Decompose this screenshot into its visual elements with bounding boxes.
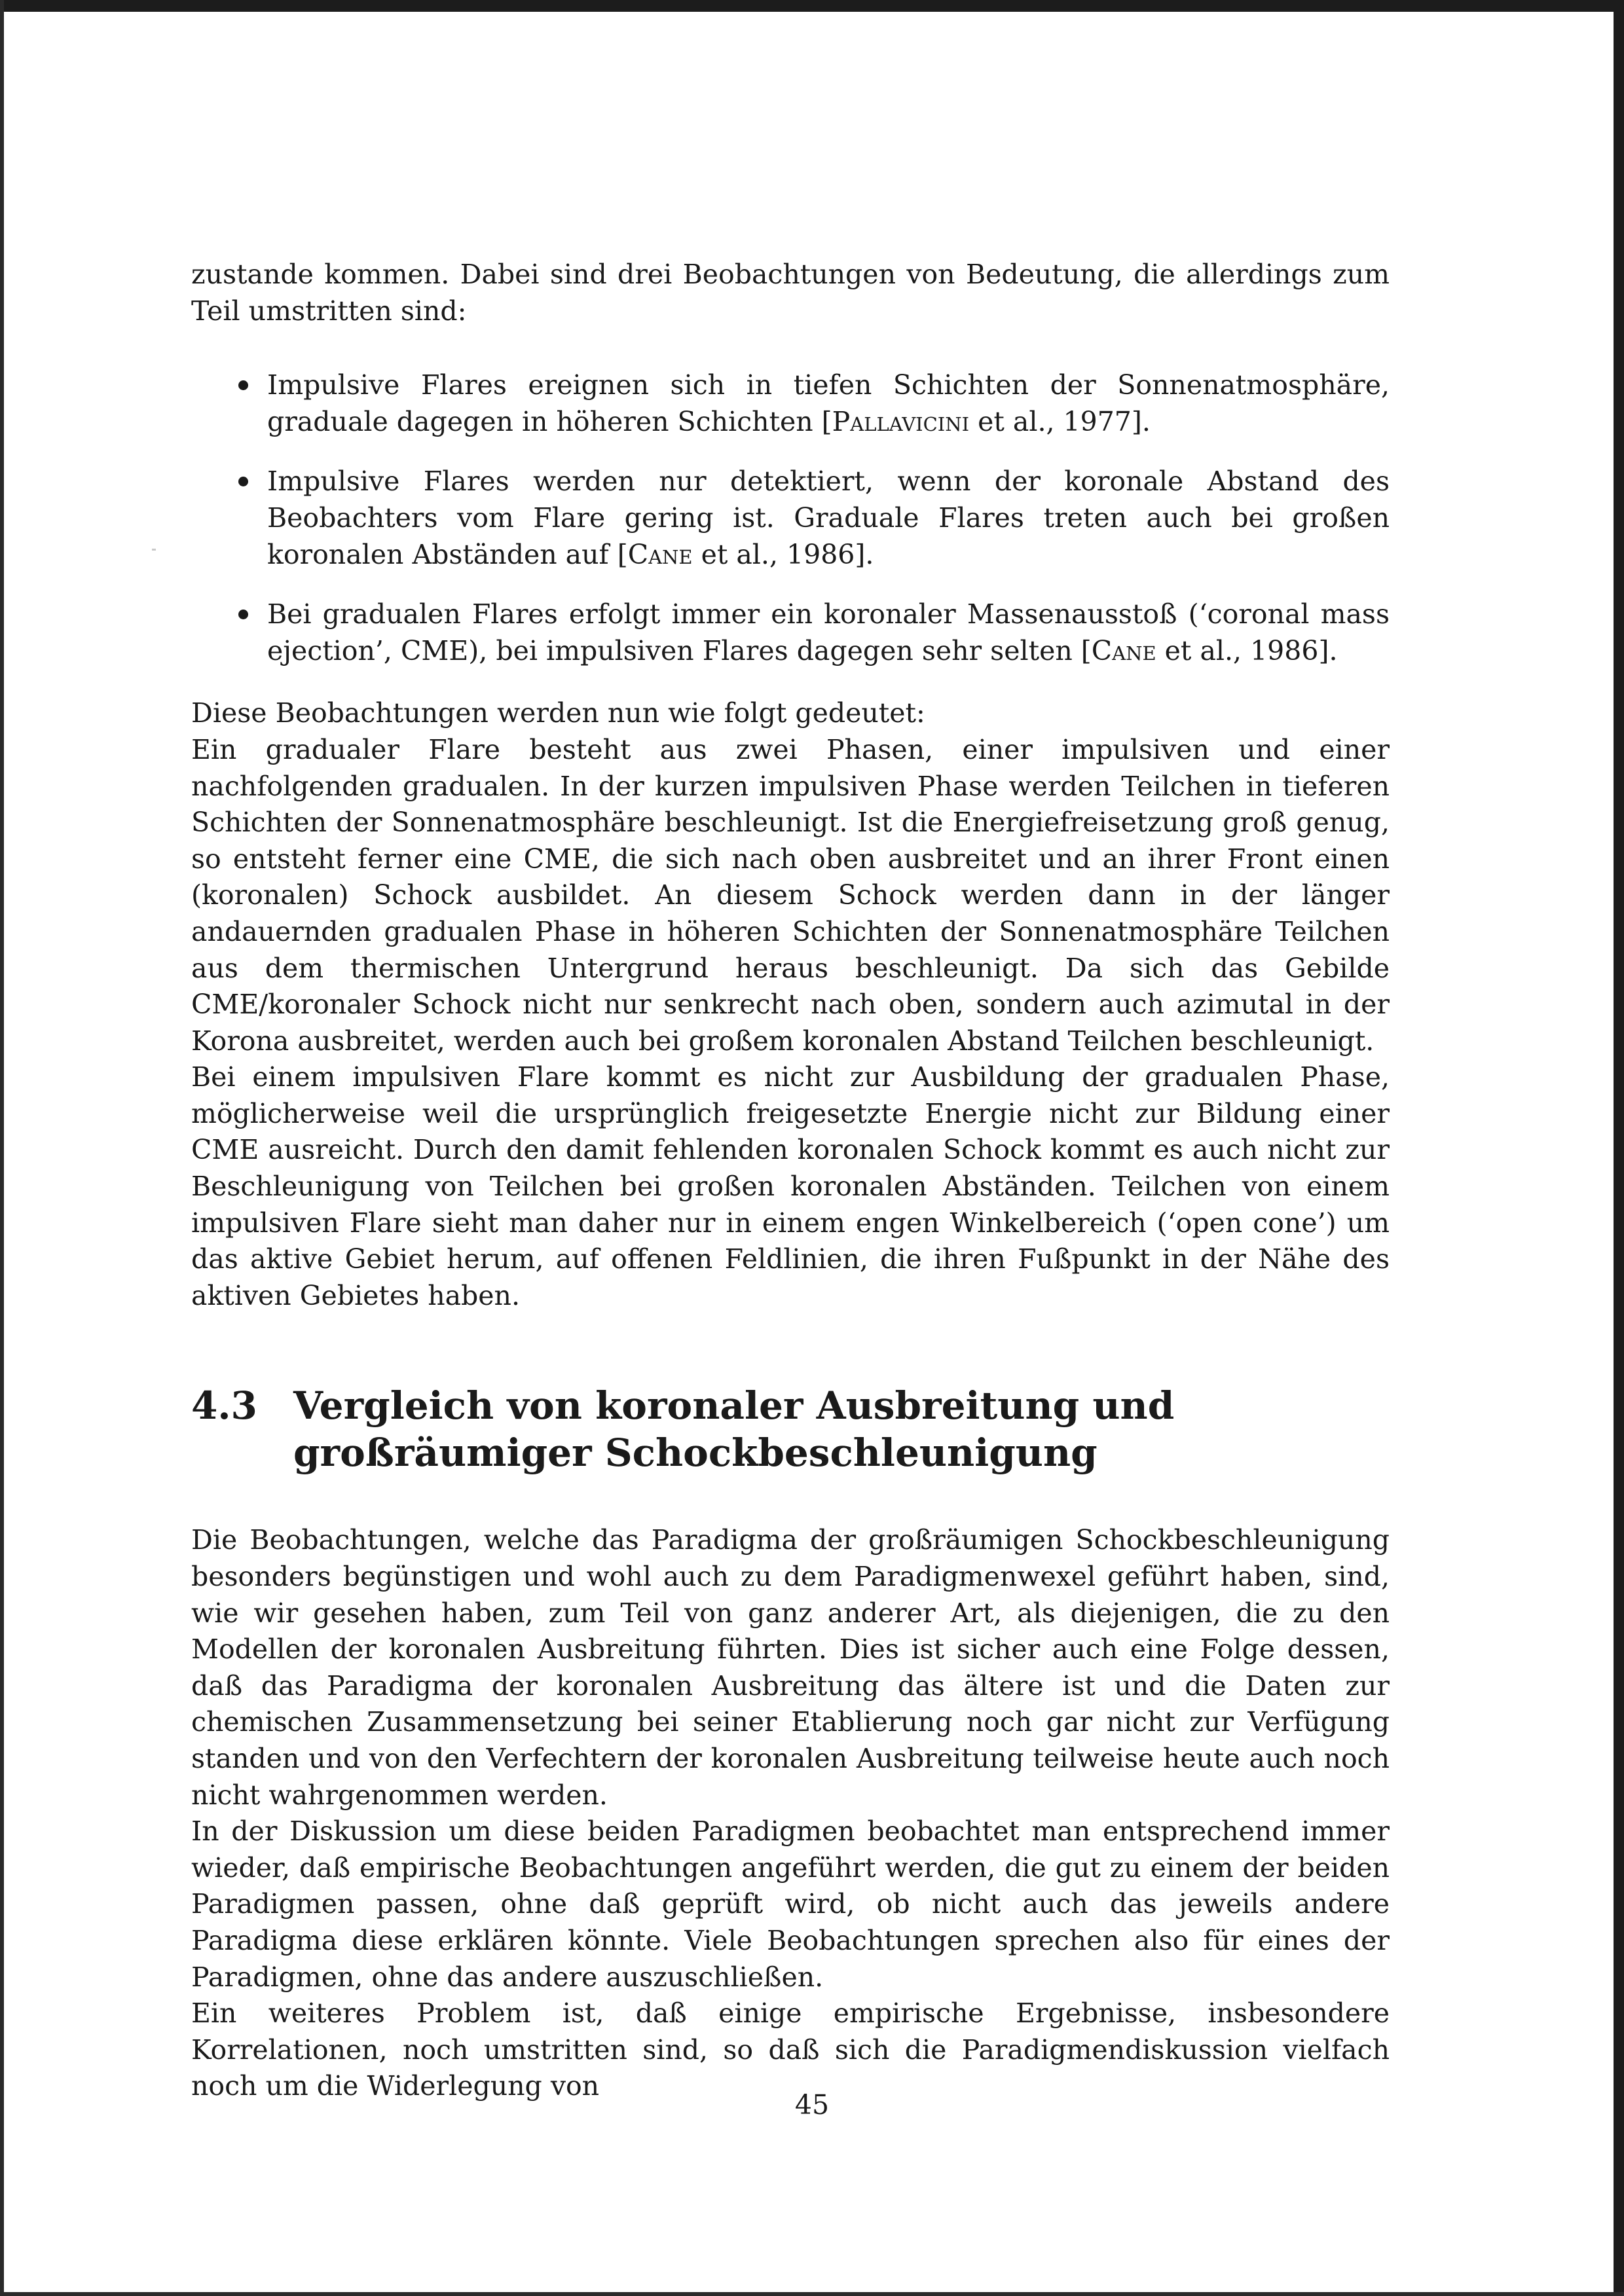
list-item (267, 596, 1390, 669)
citation-author: Cane (627, 538, 693, 570)
bullet-icon (238, 610, 248, 619)
list-item-text: Impulsive Flares ereignen sich in tiefen Schichten der Sonnenatmosphäre, graduale dagegen in höheren Schichten [ (267, 369, 1390, 437)
page-number: 45 (794, 2089, 830, 2121)
observation-list (191, 367, 1390, 669)
citation-year: et al., 1977]. (969, 405, 1151, 437)
list-item (267, 464, 1390, 573)
section-title: Vergleich von koronaler Ausbreitung und großräumiger Schockbeschleunigung (293, 1383, 1175, 1476)
list-item (267, 367, 1390, 440)
page-content (191, 257, 1390, 2105)
scan-border-right (1614, 0, 1624, 2296)
interpretation-lead: Diese Beobachtungen werden nun wie folgt gedeutet: (191, 697, 925, 729)
citation-year: et al., 1986]. (692, 538, 874, 570)
list-item-text: Impulsive Flares werden nur detektiert, wenn der koronale Abstand des Beobachters vom Flare gering ist. Graduale Flares treten auch bei großen koronalen Abständen auf [ (267, 465, 1390, 570)
bullet-icon (238, 380, 248, 390)
citation-year: et al., 1986]. (1156, 634, 1338, 666)
section-heading (191, 1382, 1390, 1476)
intro-paragraph: zustande kommen. Dabei sind drei Beobachtungen von Bedeutung, die allerdings zum Teil umstritten sind: (191, 259, 1390, 327)
section-number: 4.3 (191, 1383, 257, 1429)
body-paragraph: Ein weiteres Problem ist, daß einige empirische Ergebnisse, insbesondere Korrelationen, noch umstritten sind, so daß sich die Paradigmendiskussion vielfach noch um die Widerlegung von (191, 1997, 1390, 2102)
interpretation-paragraph: Ein gradualer Flare besteht aus zwei Phasen, einer impulsiven und einer nachfolgenden gradualen. In der kurzen impulsiven Phase werden Teilchen in tieferen Schichten der Sonnenatmosphäre beschleunigt. Ist die Energiefreisetzung groß genug, so entsteht ferner eine CME, die sich nach oben ausbreitet und an ihrer Front einen (koronalen) Schock ausbildet. An diesem Schock werden dann in der länger andauernden gradualen Phase in höheren Schichten der Sonnenatmosphäre Teilchen aus dem thermischen Untergrund heraus beschleunigt. Da sich das Gebilde CME/koronaler Schock nicht nur senkrecht nach oben, sondern auch azimutal in der Korona ausbreitet, werden auch bei großem koronalen Abstand Teilchen beschleunigt. (191, 733, 1390, 1057)
citation-author: Cane (1091, 634, 1156, 666)
scan-border-top (0, 0, 1624, 12)
body-paragraph: In der Diskussion um diese beiden Paradigmen beobachtet man entsprechend immer wieder, daß empirische Beobachtungen angeführt werden, die gut zu einem der beiden Paradigmen passen, ohne daß geprüft wird, ob nicht auch das jeweils andere Paradigma diese erklären könnte. Viele Beobachtungen sprechen also für eines der Paradigmen, ohne das andere auszuschließen. (191, 1815, 1390, 1993)
scan-border-left (0, 0, 4, 2296)
body-paragraph: Die Beobachtungen, welche das Paradigma der großräumigen Schockbeschleunigung besonders begünstigen und wohl auch zu dem Paradigmenwexel geführt haben, sind, wie wir gesehen haben, zum Teil von ganz anderer Art, als diejenigen, die zu den Modellen der koronalen Ausbreitung führten. Dies ist sicher auch eine Folge dessen, daß das Paradigma der koronalen Ausbreitung das ältere ist und die Daten zur chemischen Zusammensetzung bei seiner Etablierung noch gar nicht zur Verfügung standen und von den Verfechtern der koronalen Ausbreitung teilweise heute auch noch nicht wahrgenommen werden. (191, 1524, 1390, 1811)
section-body (191, 1522, 1390, 2105)
scan-border-bottom (0, 2292, 1624, 2296)
interpretation-block (191, 695, 1390, 1314)
citation-author: Pallavicini (832, 405, 970, 437)
bullet-icon (238, 477, 248, 486)
scan-speck (152, 549, 156, 551)
list-item-text: Bei gradualen Flares erfolgt immer ein koronaler Massenausstoß (‘coronal mass ejection’, CME), bei impulsiven Flares dagegen sehr selten [ (267, 598, 1390, 666)
interpretation-paragraph-2: Bei einem impulsiven Flare kommt es nicht zur Ausbildung der gradualen Phase, möglicherweise weil die ursprünglich freigesetzte Energie nicht zur Bildung einer CME ausreicht. Durch den damit fehlenden koronalen Schock kommt es auch nicht zur Beschleunigung von Teilchen bei großen koronalen Abständen. Teilchen von einem impulsiven Flare sieht man daher nur in einem engen Winkelbereich (‘open cone’) um das aktive Gebiet herum, auf offenen Feldlinien, die ihren Fußpunkt in der Nähe des aktiven Gebietes haben. (191, 1061, 1390, 1311)
